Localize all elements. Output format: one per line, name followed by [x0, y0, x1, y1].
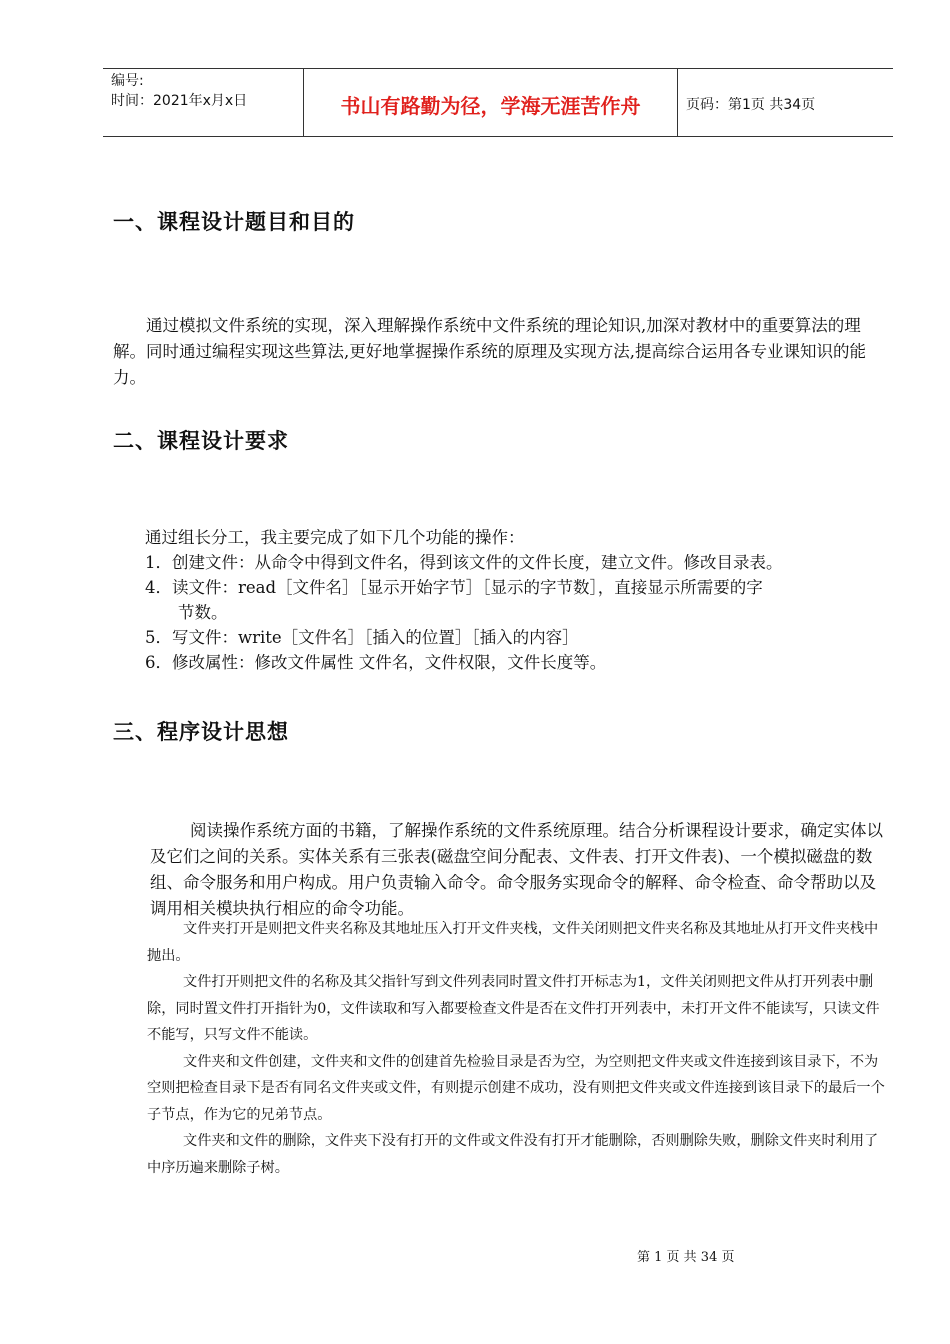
- detail-paragraph: 文件打开则把文件的名称及其父指针写到文件列表同时置文件打开标志为1，文件关闭则把文件从打开列表中删除，同时置文件打开指针为0，文件读取和写入都要检查文件是否在文件打开列表中，未打开文件不能读写，只读文件不能写，只写文件不能读。: [147, 974, 880, 1043]
- detail-paragraph: 文件夹和文件的删除，文件夹下没有打开的文件或文件没有打开才能删除，否则删除失败，删除文件夹时利用了中序历遍来删除子树。: [147, 1133, 879, 1176]
- time-label: 时间：2021年x月x日: [111, 93, 248, 109]
- detail-paragraph: 文件夹打开是则把文件夹名称及其地址压入打开文件夹栈，文件关闭则把文件夹名称及其地址从打开文件夹栈中抛出。: [147, 921, 879, 964]
- page-footer: 第 1 页 共 34 页: [637, 1250, 735, 1265]
- list-item: 6．修改属性：修改文件属性 文件名，文件权限，文件长度等。: [145, 653, 607, 672]
- paragraph-text: 阅读操作系统方面的书籍，了解操作系统的文件系统原理。结合分析课程设计要求，确定实体以及它们之间的关系。实体关系有三张表(磁盘空间分配表、文件表、打开文件表)、一个模拟磁盘的数组、命令服务和用户构成。用户负责输入命令。命令服务实现命令的解释、命令检查、命令帮助以及调用相关模块执行相应的命令功能。: [150, 821, 883, 918]
- list-item: 4．读文件：read［文件名］［显示开始字节］［显示的字节数］，直接显示所需要的字: [145, 578, 763, 597]
- section-2-list: [145, 525, 890, 675]
- motto: 书山有路勤为径，学海无涯苦作舟: [304, 69, 678, 136]
- page-info: 页码：第1页 共34页: [686, 96, 816, 113]
- section-title-1: 一、课程设计题目和目的: [113, 210, 355, 234]
- section-3-details: [147, 916, 887, 1181]
- section-1-paragraph: [113, 313, 886, 391]
- document-header: [103, 68, 893, 137]
- number-label: 编号:: [111, 73, 144, 89]
- list-intro: 通过组长分工，我主要完成了如下几个功能的操作：: [145, 528, 525, 547]
- header-left-cell: [103, 69, 304, 136]
- list-item: 5．写文件：write［文件名］［插入的位置］［插入的内容］: [145, 628, 579, 647]
- list-item-continuation: 节数。: [178, 603, 228, 622]
- paragraph-text: 通过模拟文件系统的实现，深入理解操作系统中文件系统的理论知识,加深对教材中的重要算法的理解。同时通过编程实现这些算法,更好地掌握操作系统的原理及实现方法,提高综合运用各专业课知识的能力。: [113, 316, 866, 387]
- section-title-3: 三、程序设计思想: [113, 720, 289, 744]
- detail-paragraph: 文件夹和文件创建，文件夹和文件的创建首先检验目录是否为空，为空则把文件夹或文件连接到该目录下，不为空则把检查目录下是否有同名文件夹或文件，有则提示创建不成功，没有则把文件夹或文件连接到该目录下的最后一个子节点，作为它的兄弟节点。: [147, 1053, 885, 1123]
- section-3-paragraph: [150, 818, 890, 922]
- list-item: 1．创建文件：从命令中得到文件名，得到该文件的文件长度，建立文件。修改目录表。: [145, 553, 783, 572]
- section-title-2: 二、课程设计要求: [113, 429, 289, 453]
